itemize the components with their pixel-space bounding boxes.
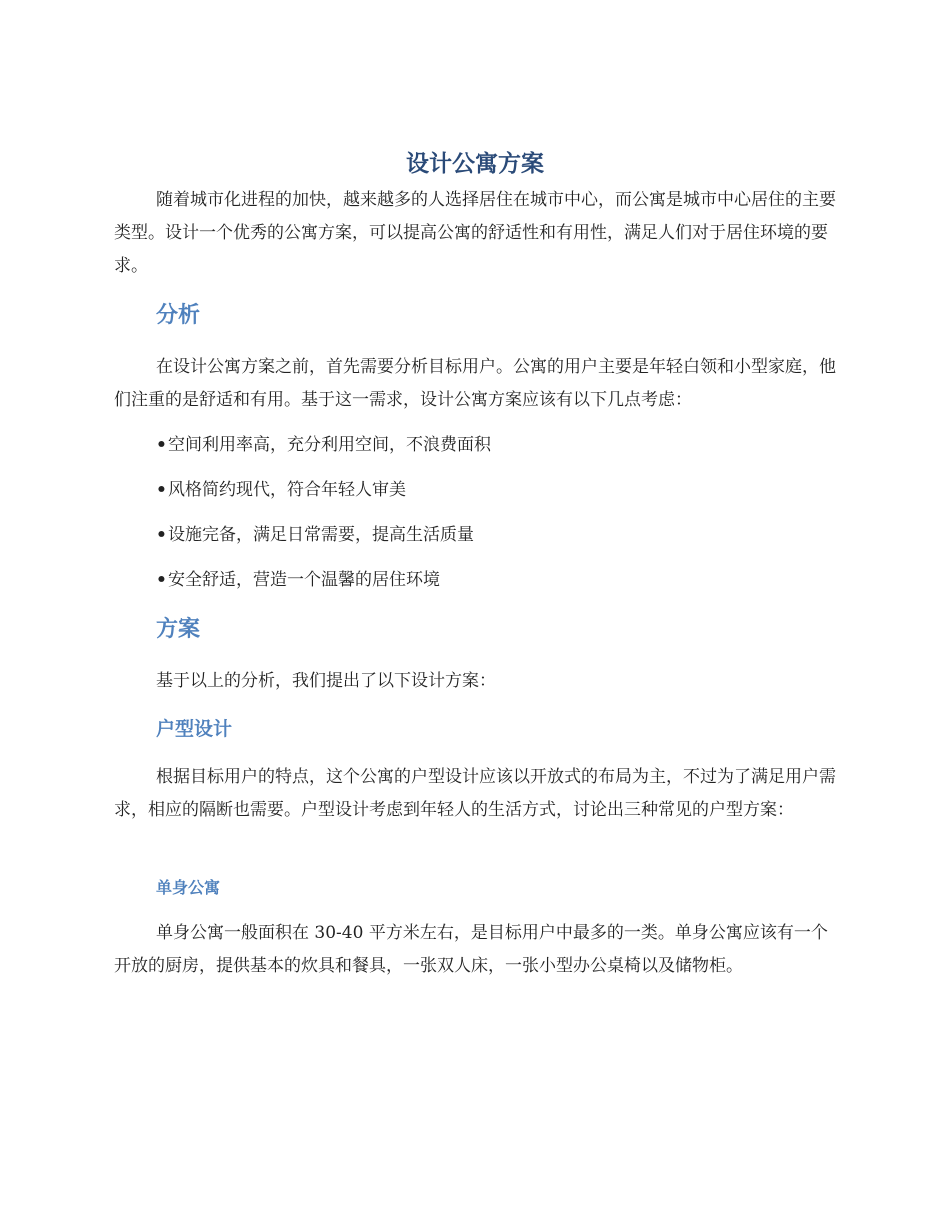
single-apartment-paragraph: 单身公寓一般面积在 30-40 平方米左右，是目标用户中最多的一类。单身公寓应该有一个开放的厨房，提供基本的炊具和餐具，一张双人床，一张小型办公桌椅以及储物柜。 [114,923,828,976]
list-item-text: 设施完备，满足日常需要，提高生活质量 [168,525,474,545]
plan-paragraph: 基于以上的分析，我们提出了以下设计方案： [156,671,496,691]
analysis-heading: 分析 [156,303,201,328]
layout-design-heading: 户型设计 [156,718,233,740]
analysis-paragraph: 在设计公寓方案之前，首先需要分析目标用户。公寓的用户主要是年轻白领和小型家庭，他们注重的是舒适和有用。基于这一需求，设计公寓方案应该有以下几点考虑： [114,357,836,410]
list-item [156,520,474,550]
layout-design-paragraph: 根据目标用户的特点，这个公寓的户型设计应该以开放式的布局为主，不过为了满足用户需求，相应的隔断也需要。户型设计考虑到年轻人的生活方式，讨论出三种常见的户型方案： [114,767,836,820]
plan-heading: 方案 [156,617,201,642]
single-apartment-heading: 单身公寓 [156,878,221,897]
intro-paragraph: 随着城市化进程的加快，越来越多的人选择居住在城市中心，而公寓是城市中心居住的主要类型。设计一个优秀的公寓方案，可以提高公寓的舒适性和有用性，满足人们对于居住环境的要求。 [114,190,836,276]
list-item-text: 风格简约现代，符合年轻人审美 [168,480,406,500]
list-item [156,565,440,595]
bullet-icon: • [156,570,167,590]
list-item-text: 空间利用率高，充分利用空间，不浪费面积 [168,435,491,455]
list-item [156,430,491,460]
list-item [156,475,406,505]
bullet-icon: • [156,525,167,545]
bullet-icon: • [156,435,167,455]
document-title: 设计公寓方案 [406,151,544,177]
bullet-icon: • [156,480,167,500]
list-item-text: 安全舒适，营造一个温馨的居住环境 [168,570,440,590]
